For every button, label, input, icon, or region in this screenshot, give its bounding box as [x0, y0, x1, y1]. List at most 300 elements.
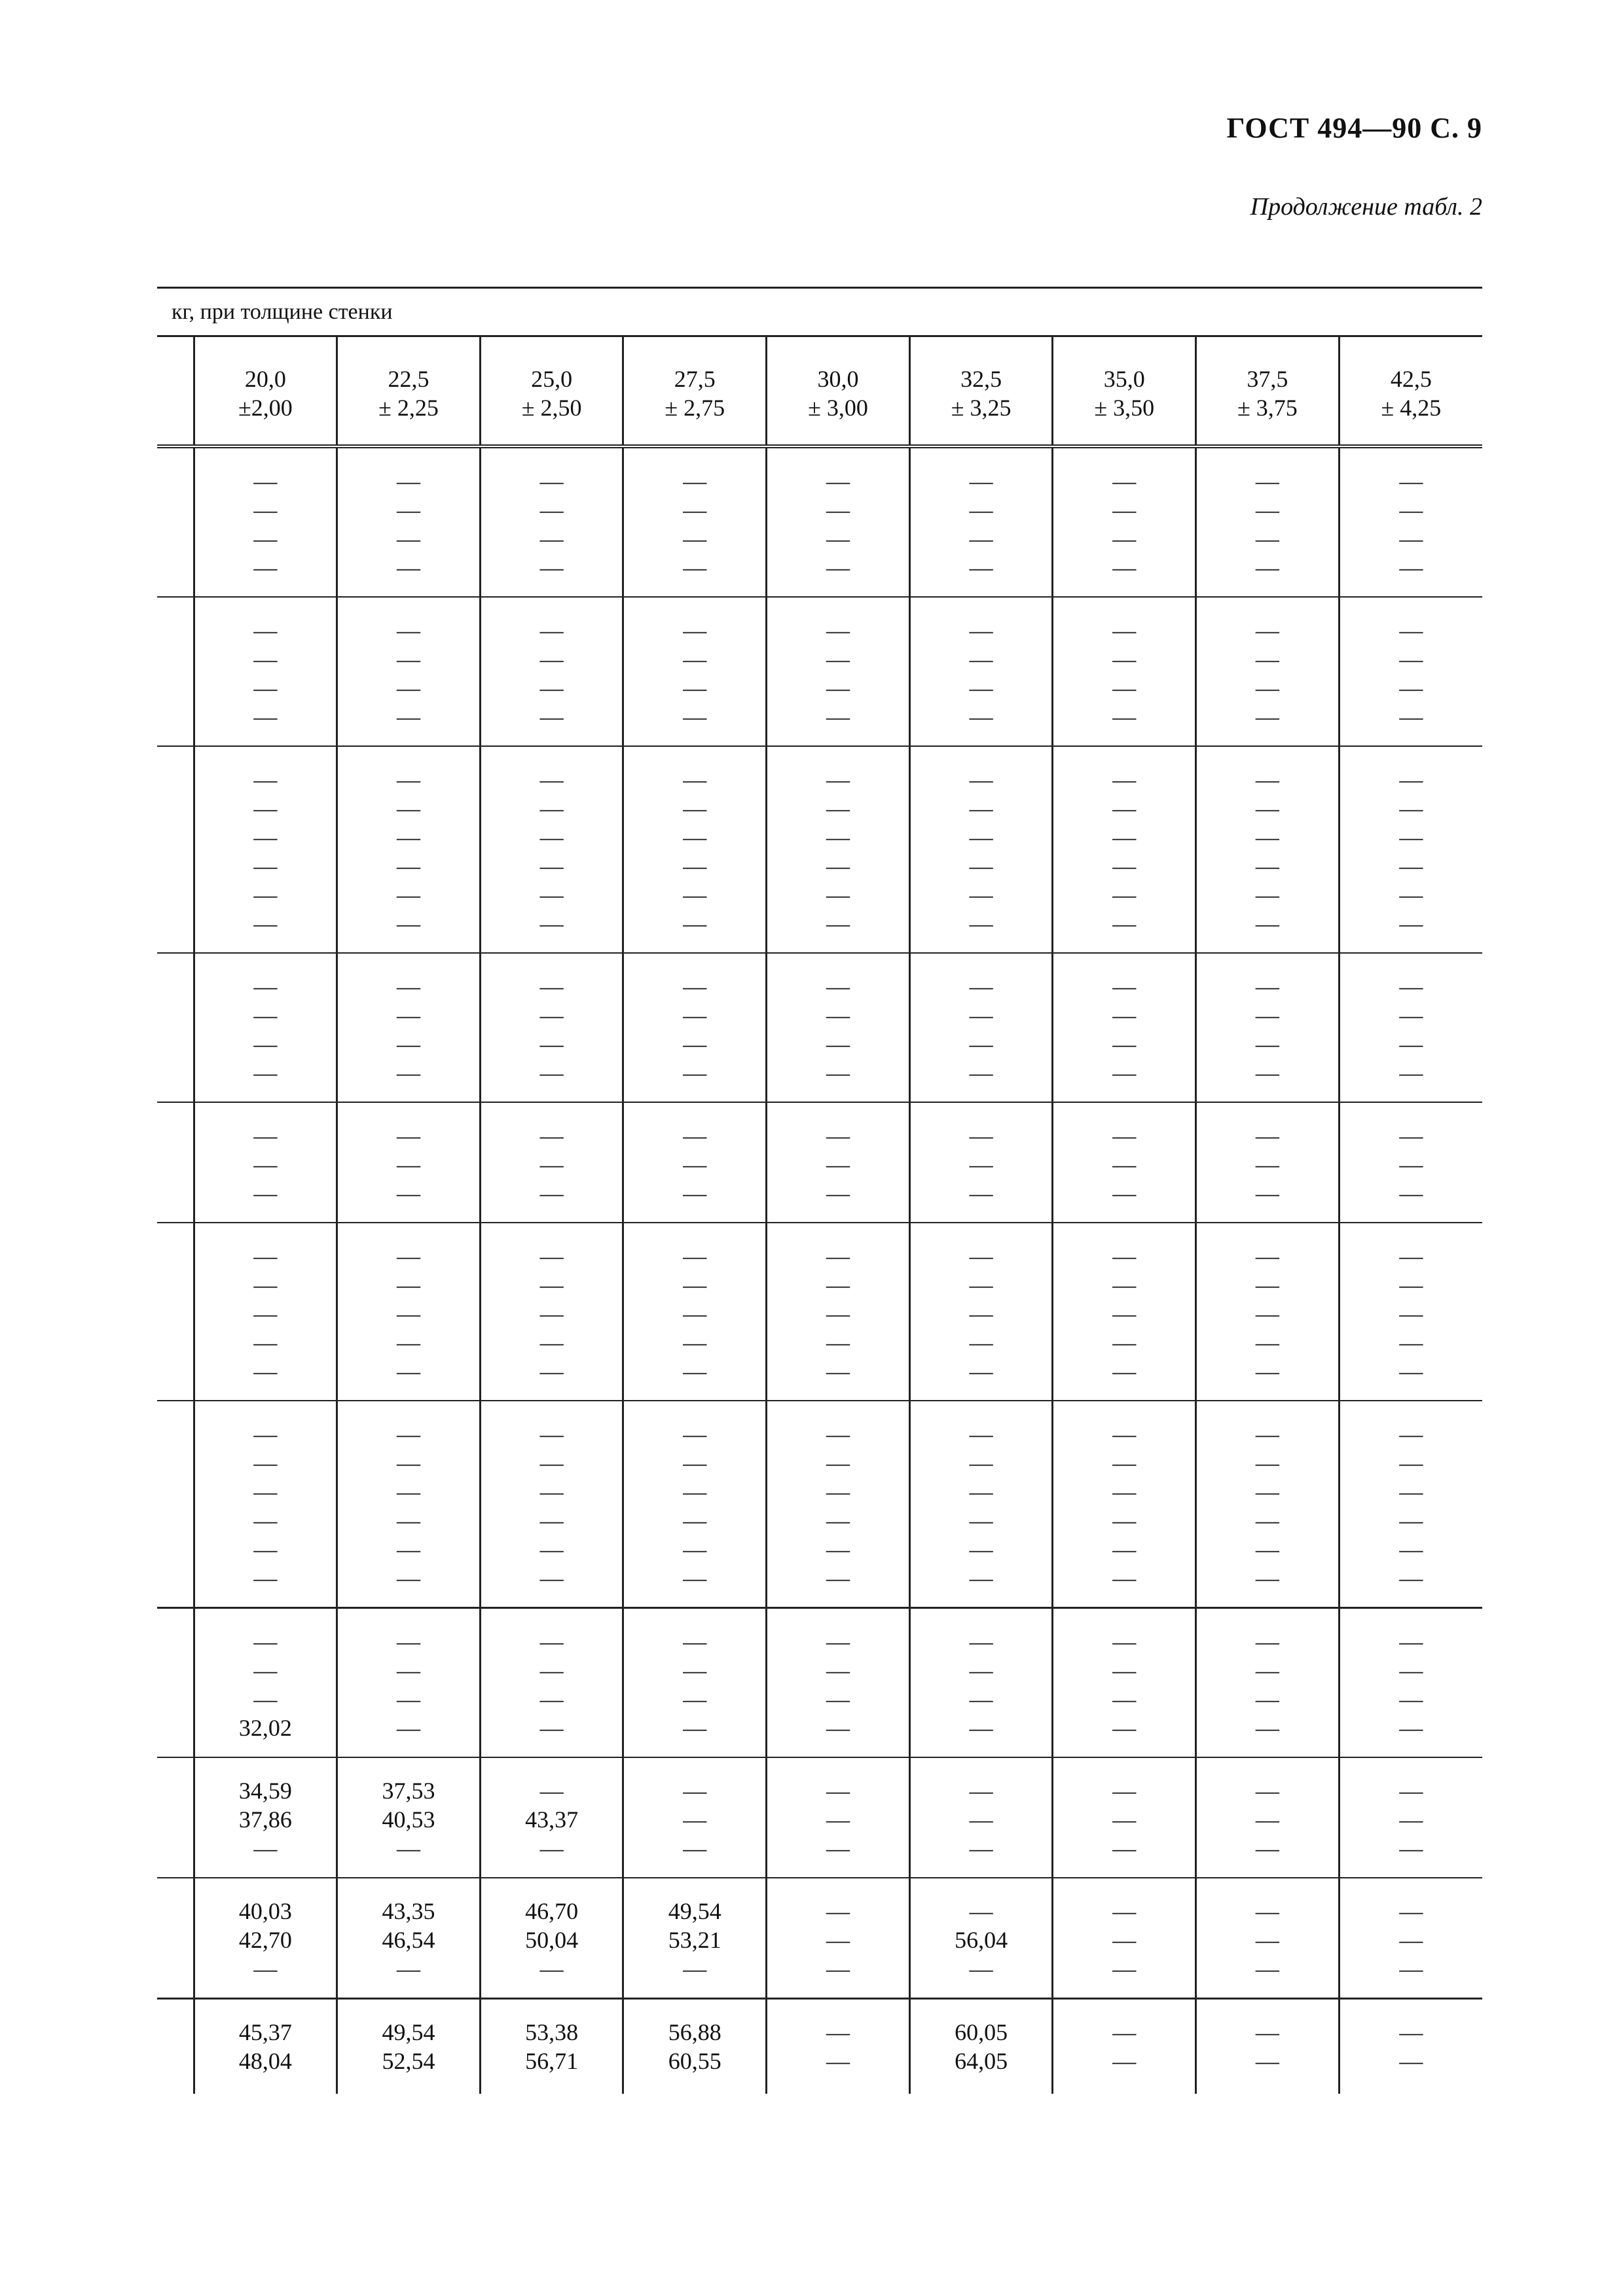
mass-value: — [826, 795, 850, 821]
mass-value: — [969, 1001, 993, 1028]
mass-value: — [253, 496, 278, 523]
value-cell [767, 1607, 910, 1757]
mass-value: — [826, 852, 850, 879]
mass-value: — [969, 645, 993, 672]
mass-value: 37,86 [238, 1806, 292, 1833]
mass-value: — [539, 1329, 564, 1355]
mass-value: — [539, 1507, 564, 1534]
header-tolerance: ± 3,00 [808, 395, 868, 421]
table-group-row [157, 1102, 1482, 1223]
value-cell [337, 1607, 481, 1757]
table-group-row [157, 1401, 1482, 1608]
value-cell [194, 1401, 337, 1608]
value-cell [194, 1998, 337, 2094]
table-continuation-label: Продолжение табл. 2 [1250, 193, 1482, 221]
mass-value: 56,04 [955, 1926, 1008, 1953]
mass-value: — [539, 1122, 564, 1149]
mass-value: — [683, 1657, 707, 1683]
mass-value: — [1399, 766, 1423, 793]
mass-value: — [969, 1030, 993, 1057]
mass-value: — [396, 823, 420, 850]
mass-value: — [969, 881, 993, 908]
mass-value: — [539, 1001, 564, 1028]
mass-value: — [539, 823, 564, 850]
mass-value: — [1255, 2018, 1279, 2045]
value-cell [337, 1401, 481, 1608]
mass-value: — [1112, 1685, 1137, 1712]
mass-value: — [1399, 525, 1423, 552]
value-cell [1339, 446, 1482, 597]
stub-cell [157, 1878, 194, 1999]
mass-value: — [396, 467, 420, 494]
mass-value: 42,70 [238, 1926, 292, 1953]
value-cell [1053, 1223, 1196, 1401]
mass-value: — [1399, 554, 1423, 581]
mass-value: — [1112, 1151, 1137, 1177]
mass-value: — [539, 1300, 564, 1327]
mass-value: — [969, 1535, 993, 1562]
value-cell [767, 1998, 910, 2094]
value-cell [1339, 1401, 1482, 1608]
mass-value: — [826, 1806, 850, 1833]
mass-value: — [683, 1564, 707, 1591]
mass-value: — [826, 766, 850, 793]
mass-value: — [826, 1926, 850, 1953]
mass-value: — [1255, 554, 1279, 581]
mass-value: — [683, 1806, 707, 1833]
mass-value: — [539, 1564, 564, 1591]
mass-value: — [396, 1564, 420, 1591]
header-cell [480, 336, 623, 446]
mass-value: — [396, 1001, 420, 1028]
mass-value: — [396, 1122, 420, 1149]
mass-value: — [1112, 1657, 1137, 1683]
mass-value: — [1112, 1806, 1137, 1833]
mass-value: — [1112, 1357, 1137, 1384]
mass-value: — [1399, 1507, 1423, 1534]
mass-value: — [1399, 1835, 1423, 1861]
mass-value: — [683, 554, 707, 581]
mass-value: — [1399, 1897, 1423, 1924]
value-cell [767, 1102, 910, 1223]
mass-value: — [1399, 674, 1423, 701]
mass-value: — [396, 645, 420, 672]
value-cell [337, 746, 481, 953]
mass-value: — [539, 795, 564, 821]
mass-value: — [253, 554, 278, 581]
table-header-row [157, 336, 1482, 446]
stub-cell [157, 746, 194, 953]
mass-value: — [683, 823, 707, 850]
stub-cell [157, 1223, 194, 1401]
value-cell [909, 1998, 1053, 2094]
mass-value: — [1255, 2047, 1279, 2074]
mass-value: — [1255, 1420, 1279, 1447]
mass-value: — [1399, 1777, 1423, 1804]
mass-value: — [253, 617, 278, 643]
mass-value: — [683, 1271, 707, 1298]
mass-value: — [1112, 881, 1137, 908]
value-cell [1053, 597, 1196, 746]
table-group-row [157, 1998, 1482, 2094]
mass-value: 37,53 [382, 1777, 435, 1804]
mass-value: — [683, 1507, 707, 1534]
mass-value: — [826, 1420, 850, 1447]
header-tolerance: ±2,00 [238, 395, 293, 421]
stub-cell [157, 1998, 194, 2094]
table-group-row [157, 1878, 1482, 1999]
mass-value: — [396, 1271, 420, 1298]
mass-value: — [1112, 1030, 1137, 1057]
mass-value: — [683, 881, 707, 908]
mass-value: — [1255, 1628, 1279, 1655]
mass-value: — [253, 1628, 278, 1655]
mass-value: — [253, 703, 278, 730]
mass-value: — [253, 795, 278, 821]
mass-value: — [969, 852, 993, 879]
mass-value: — [969, 1271, 993, 1298]
mass-value: 52,54 [382, 2047, 435, 2074]
mass-value: 34,59 [238, 1777, 292, 1804]
mass-value: — [1255, 525, 1279, 552]
mass-value: — [396, 766, 420, 793]
mass-value: — [1399, 1179, 1423, 1206]
table-group-row [157, 1607, 1482, 1757]
table-group-row [157, 597, 1482, 746]
header-thickness: 42,5 [1390, 366, 1432, 392]
mass-value: — [396, 881, 420, 908]
mass-value: — [969, 973, 993, 999]
mass-value: — [539, 881, 564, 908]
mass-value: — [396, 1835, 420, 1861]
value-cell [480, 1998, 623, 2094]
mass-value: — [1399, 1271, 1423, 1298]
mass-value: — [969, 1955, 993, 1982]
mass-value: — [1255, 973, 1279, 999]
mass-value: — [826, 1507, 850, 1534]
mass-value: — [1255, 1030, 1279, 1057]
mass-value: — [253, 1329, 278, 1355]
mass-value: — [396, 1657, 420, 1683]
mass-value: — [1112, 1926, 1137, 1953]
mass-value: — [539, 496, 564, 523]
mass-value: — [969, 467, 993, 494]
mass-value: — [1255, 1535, 1279, 1562]
mass-value: — [539, 1657, 564, 1683]
mass-value: — [396, 554, 420, 581]
mass-value: — [826, 1357, 850, 1384]
mass-value: — [1255, 1777, 1279, 1804]
mass-value: — [683, 973, 707, 999]
mass-value: — [969, 1835, 993, 1861]
mass-value: — [1112, 1478, 1137, 1505]
mass-value: — [969, 1628, 993, 1655]
value-cell [623, 1102, 767, 1223]
mass-value: — [826, 1179, 850, 1206]
mass-value: — [1255, 1955, 1279, 1982]
mass-value: — [539, 1685, 564, 1712]
mass-value: — [396, 973, 420, 999]
value-cell [480, 446, 623, 597]
mass-value: — [1399, 2047, 1423, 2074]
mass-value: — [253, 1449, 278, 1476]
mass-value: — [826, 910, 850, 937]
value-cell [1053, 1607, 1196, 1757]
mass-value: — [1399, 1806, 1423, 1833]
mass-value: — [683, 1030, 707, 1057]
stub-cell [157, 1757, 194, 1878]
mass-value: — [1399, 1685, 1423, 1712]
value-cell [909, 1607, 1053, 1757]
value-cell [1339, 953, 1482, 1102]
header-thickness: 37,5 [1247, 366, 1288, 392]
mass-value: — [826, 1685, 850, 1712]
mass-value: — [1112, 1564, 1137, 1591]
mass-value: — [396, 1151, 420, 1177]
header-thickness: 35,0 [1103, 366, 1145, 392]
mass-value: — [253, 1151, 278, 1177]
mass-value: — [539, 617, 564, 643]
mass-value: 60,55 [668, 2047, 721, 2074]
mass-value: 40,03 [238, 1897, 292, 1924]
value-cell [909, 446, 1053, 597]
value-cell [1339, 1102, 1482, 1223]
mass-value: — [1112, 2047, 1137, 2074]
mass-value: — [826, 703, 850, 730]
mass-value: — [1399, 1449, 1423, 1476]
table-group-row [157, 953, 1482, 1102]
value-cell [1196, 1223, 1340, 1401]
mass-value: — [1255, 1242, 1279, 1269]
mass-value: 56,88 [668, 2018, 721, 2045]
mass-value: — [1112, 674, 1137, 701]
mass-value: — [826, 881, 850, 908]
mass-value: — [253, 1122, 278, 1149]
mass-value: — [1255, 1179, 1279, 1206]
mass-value: — [826, 1714, 850, 1741]
mass-value: 45,37 [238, 2018, 292, 2045]
mass-value: — [253, 1564, 278, 1591]
mass-value: — [683, 674, 707, 701]
mass-value: — [1255, 1300, 1279, 1327]
header-tolerance: ± 2,75 [665, 395, 725, 421]
mass-value: — [539, 1151, 564, 1177]
mass-value: 53,21 [668, 1926, 721, 1953]
mass-value: 43,35 [382, 1897, 435, 1924]
header-cell [337, 336, 481, 446]
mass-value: — [1255, 766, 1279, 793]
mass-value: — [1255, 1478, 1279, 1505]
mass-value: — [1112, 1897, 1137, 1924]
header-tolerance: ± 2,50 [521, 395, 582, 421]
mass-value: — [1255, 1001, 1279, 1028]
mass-value: — [683, 766, 707, 793]
mass-value: — [969, 554, 993, 581]
value-cell [480, 1878, 623, 1999]
mass-value: — [1399, 467, 1423, 494]
value-cell [1053, 1878, 1196, 1999]
mass-value: — [969, 1329, 993, 1355]
mass-value: — [539, 852, 564, 879]
mass-value: — [1112, 467, 1137, 494]
mass-value: — [826, 1059, 850, 1086]
table-caption: кг, при толщине стенки [172, 300, 393, 324]
value-cell [1053, 446, 1196, 597]
value-cell [194, 1757, 337, 1878]
mass-value: 49,54 [668, 1897, 721, 1924]
value-cell [909, 1223, 1053, 1401]
mass-value: — [826, 1478, 850, 1505]
value-cell [194, 1878, 337, 1999]
table-top-rule [157, 287, 1482, 289]
mass-value: — [253, 1835, 278, 1861]
mass-value: — [683, 525, 707, 552]
table-group-row [157, 446, 1482, 597]
value-cell [767, 1757, 910, 1878]
mass-value: — [683, 1835, 707, 1861]
header-cell [623, 336, 767, 446]
header-thickness: 25,0 [531, 366, 573, 392]
mass-value: — [539, 1478, 564, 1505]
mass-value: — [396, 496, 420, 523]
mass-value: — [396, 1420, 420, 1447]
mass-value: — [826, 645, 850, 672]
mass-value: — [826, 674, 850, 701]
value-cell [480, 1401, 623, 1608]
mass-value: 40,53 [382, 1806, 435, 1833]
mass-value: — [396, 1478, 420, 1505]
mass-value: — [1255, 1059, 1279, 1086]
mass-value: — [1399, 1628, 1423, 1655]
header-cell [767, 336, 910, 446]
mass-value: — [683, 1777, 707, 1804]
mass-value: — [826, 1897, 850, 1924]
mass-value: — [253, 910, 278, 937]
mass-value: — [826, 1777, 850, 1804]
wall-thickness-table [157, 335, 1482, 2094]
header-cell [1339, 336, 1482, 446]
value-cell [337, 1998, 481, 2094]
header-thickness: 20,0 [244, 366, 286, 392]
mass-value: — [396, 1449, 420, 1476]
value-cell [767, 746, 910, 953]
header-cell [909, 336, 1053, 446]
mass-value: — [969, 766, 993, 793]
value-cell [1339, 597, 1482, 746]
mass-value: — [539, 1714, 564, 1741]
value-cell [909, 1401, 1053, 1608]
mass-value: — [1112, 1420, 1137, 1447]
mass-value: — [683, 1300, 707, 1327]
mass-value: — [826, 823, 850, 850]
page-header: ГОСТ 494—90 С. 9 [1226, 112, 1482, 144]
mass-value: — [1255, 1271, 1279, 1298]
value-cell [1339, 1878, 1482, 1999]
value-cell [1339, 1998, 1482, 2094]
mass-value: — [253, 973, 278, 999]
mass-value: — [969, 823, 993, 850]
value-cell [1053, 1102, 1196, 1223]
value-cell [337, 1757, 481, 1878]
value-cell [1196, 1878, 1340, 1999]
value-cell [1196, 1401, 1340, 1608]
stub-cell [157, 953, 194, 1102]
mass-value: — [253, 674, 278, 701]
mass-value: — [969, 1122, 993, 1149]
mass-value: — [396, 1242, 420, 1269]
mass-value: — [1112, 1714, 1137, 1741]
mass-value: — [969, 1507, 993, 1534]
mass-value: — [1112, 525, 1137, 552]
table-group-row [157, 746, 1482, 953]
mass-value: — [539, 645, 564, 672]
mass-value: — [969, 1449, 993, 1476]
mass-value: — [253, 1657, 278, 1683]
mass-value: — [253, 1300, 278, 1327]
mass-value: — [683, 795, 707, 821]
mass-value: — [1255, 795, 1279, 821]
mass-value: — [253, 881, 278, 908]
mass-value: — [253, 1507, 278, 1534]
mass-value: — [969, 1151, 993, 1177]
value-cell [909, 1757, 1053, 1878]
value-cell [767, 1401, 910, 1608]
mass-value: — [396, 1030, 420, 1057]
mass-value: — [253, 1955, 278, 1982]
value-cell [767, 446, 910, 597]
mass-value: — [1112, 1535, 1137, 1562]
value-cell [337, 1223, 481, 1401]
mass-value: — [1255, 1835, 1279, 1861]
mass-value: — [396, 703, 420, 730]
mass-value: — [683, 467, 707, 494]
value-cell [1196, 597, 1340, 746]
mass-value: — [539, 1628, 564, 1655]
mass-value: — [253, 645, 278, 672]
value-cell [1339, 1223, 1482, 1401]
value-cell [194, 597, 337, 746]
mass-value: — [1112, 1300, 1137, 1327]
mass-value: — [253, 1685, 278, 1712]
mass-value: — [253, 1001, 278, 1028]
mass-value: — [539, 1420, 564, 1447]
mass-value: — [826, 1151, 850, 1177]
mass-value: — [683, 910, 707, 937]
mass-value: — [683, 617, 707, 643]
value-cell [1339, 746, 1482, 953]
mass-value: — [1255, 881, 1279, 908]
mass-value: — [969, 1478, 993, 1505]
mass-value: — [683, 1535, 707, 1562]
header-tolerance: ± 3,25 [951, 395, 1012, 421]
value-cell [909, 597, 1053, 746]
mass-value: — [1399, 645, 1423, 672]
value-cell [1196, 1607, 1340, 1757]
mass-value: — [1112, 823, 1137, 850]
mass-value: — [683, 1151, 707, 1177]
value-cell [623, 1878, 767, 1999]
header-thickness: 30,0 [817, 366, 859, 392]
value-cell [623, 1607, 767, 1757]
mass-value: 53,38 [525, 2018, 579, 2045]
mass-value: — [1112, 645, 1137, 672]
mass-value: — [826, 1300, 850, 1327]
header-thickness: 22,5 [388, 366, 429, 392]
mass-value: — [396, 910, 420, 937]
mass-value: — [539, 1242, 564, 1269]
mass-value: — [969, 1564, 993, 1591]
mass-value: — [1399, 496, 1423, 523]
